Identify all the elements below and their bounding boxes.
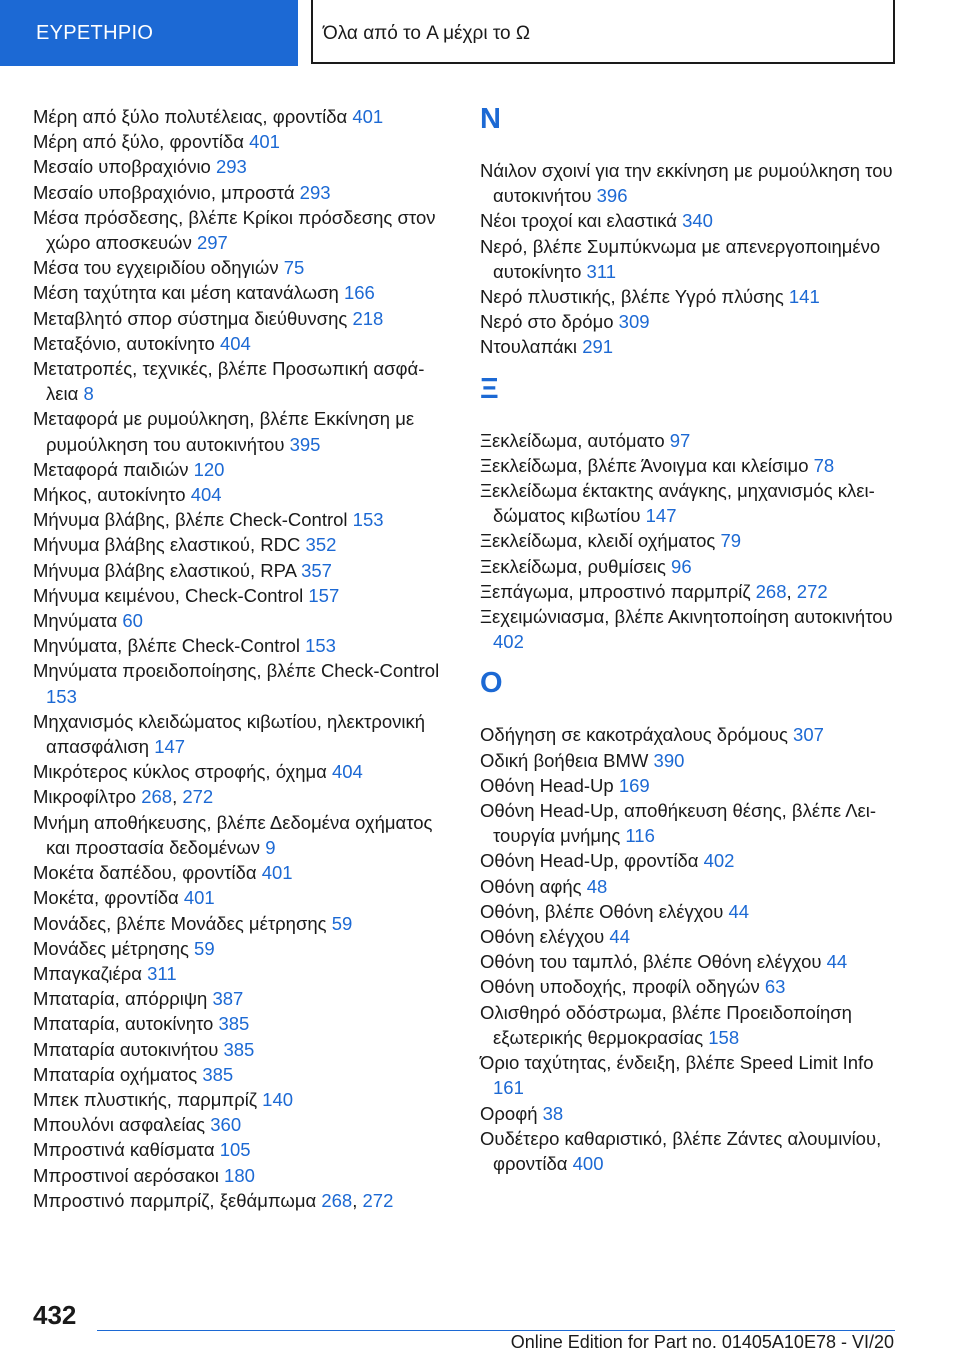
index-entry-text: Οθόνη Head-Up, φροντίδα <box>480 850 704 872</box>
index-entry <box>33 784 443 809</box>
page-link[interactable]: 161 <box>493 1077 524 1099</box>
page-link[interactable]: 400 <box>572 1152 604 1174</box>
index-entry <box>480 1000 900 1050</box>
index-entry-text: Μεσαίο υποβραχιόνιο, μπροστά <box>33 181 300 203</box>
page-link[interactable]: 385 <box>223 1038 255 1060</box>
page-link[interactable]: 147 <box>154 736 186 758</box>
page-link[interactable]: 180 <box>224 1164 255 1186</box>
index-entry <box>480 554 900 579</box>
page-link[interactable]: 311 <box>147 962 177 984</box>
index-entry <box>33 482 443 507</box>
section-letter: N <box>480 103 501 135</box>
index-entry-text: Οθόνη υποδοχής, προφίλ οδηγών <box>480 976 765 998</box>
index-entry-text: Οθόνη Head-Up <box>480 774 619 796</box>
index-entry <box>480 428 900 453</box>
index-entry-text: Μπροστινοί αερόσακοι <box>33 1164 225 1186</box>
index-entry-text: Μεσαίο υποβραχιόνιο <box>33 156 216 178</box>
page-link[interactable]: 63 <box>764 976 786 998</box>
page-link[interactable]: 59 <box>331 912 353 934</box>
page-link[interactable]: 309 <box>618 311 650 333</box>
index-entry <box>33 961 443 986</box>
page-link[interactable]: 396 <box>596 185 628 207</box>
index-entry <box>480 234 900 284</box>
index-entry-text: Μπροστινά καθίσματα <box>33 1139 220 1161</box>
index-entry <box>480 579 900 604</box>
index-entry-text: Ξεκλείδωμα, κλειδί οχήματος <box>480 530 721 552</box>
page-link[interactable]: 153 <box>46 685 77 707</box>
index-entry <box>480 874 900 899</box>
section-letter: Ξ <box>480 372 499 405</box>
page-link[interactable]: 141 <box>788 286 820 308</box>
index-entry-text: Μηνύματα, βλέπε Check-Control <box>33 635 306 657</box>
page-link[interactable]: 120 <box>193 458 225 480</box>
index-entry <box>33 457 443 482</box>
index-entry-text: Μήνυμα βλάβης, βλέπε Check-Control <box>33 509 353 531</box>
page-link[interactable]: 153 <box>305 635 336 657</box>
index-entry <box>33 104 443 129</box>
index-entry-text: Νερό στο δρόμο <box>480 311 619 333</box>
page-link[interactable]: 147 <box>645 505 677 527</box>
index-entry-text: Ξεχειμώνιασμα, βλέπε Ακινητοποίηση αυτοκινήτου <box>480 606 893 628</box>
page-link[interactable]: 385 <box>218 1013 250 1035</box>
index-entry <box>33 936 443 961</box>
index-entry <box>480 899 900 924</box>
page-link[interactable]: 38 <box>542 1102 564 1124</box>
index-entry <box>33 633 443 658</box>
index-entry <box>480 722 900 747</box>
index-entry-text: Μπαγκαζιέρα <box>33 962 148 984</box>
page-separator: , <box>352 1189 363 1211</box>
page-link[interactable]: 402 <box>493 631 524 653</box>
index-entry-text: Μεταφορά με ρυμούλκηση, βλέπε Εκκίνηση με ρυμούλκηση του αυτοκινήτου <box>33 408 415 455</box>
index-entry-text: Νερό, βλέπε Συμπύκνωμα με απενεργοποιημένο αυτοκίνητο <box>480 235 881 282</box>
page-link[interactable]: 293 <box>215 156 247 178</box>
index-entry-text: Οροφή <box>480 1102 543 1124</box>
index-entry <box>33 759 443 784</box>
page-link[interactable]: 48 <box>586 875 608 897</box>
index-entry <box>480 1101 900 1126</box>
index-entry-text: Οδήγηση σε κακοτράχαλους δρόμους <box>480 724 794 746</box>
index-entry-text: Μπροστινό παρμπρίζ, ξεθάμπωμα <box>33 1189 322 1211</box>
page-link[interactable]: 404 <box>331 761 363 783</box>
index-entry <box>33 356 443 406</box>
page-link[interactable]: 60 <box>122 610 143 632</box>
index-entry <box>33 986 443 1011</box>
index-entry <box>33 911 443 936</box>
index-entry <box>480 924 900 949</box>
page-link[interactable]: 357 <box>301 559 332 581</box>
index-entry-text: Μέση ταχύτητα και μέση κατανάλωση <box>33 282 344 304</box>
index-entry <box>33 255 443 280</box>
page-number: 432 <box>33 1300 77 1330</box>
index-entry-text: Ουδέτερο καθαριστικό, βλέπε Ζάντες αλουμινίου, φροντίδα <box>480 1127 882 1174</box>
index-entry <box>480 798 900 848</box>
index-entry <box>33 306 443 331</box>
footer-divider <box>97 1330 895 1331</box>
index-entry-text: Μήκος, αυτοκίνητο <box>33 484 191 506</box>
page-link[interactable]: 272 <box>796 580 828 602</box>
index-entry <box>480 1050 900 1100</box>
index-entry-text: Ξεπάγωμα, μπροστινό παρμπρίζ <box>480 580 756 602</box>
index-entry-text: Νέοι τροχοί και ελαστικά <box>480 210 683 232</box>
page-link[interactable]: 297 <box>196 232 228 254</box>
index-entry-text: Όριο ταχύτητας, ένδειξη, βλέπε Speed Limit Info <box>480 1052 874 1074</box>
index-entry-text: Ξεκλείδωμα, βλέπε Άνοιγμα και κλείσιμο <box>480 454 814 476</box>
index-entry-text: Μπαταρία, απόρριψη <box>33 988 213 1010</box>
page-link[interactable]: 166 <box>343 282 375 304</box>
page-link[interactable]: 75 <box>283 257 305 279</box>
index-entry <box>33 1137 443 1162</box>
page-link[interactable]: 401 <box>352 106 384 127</box>
index-entry-text: Ολισθηρό οδόστρωμα, βλέπε Προειδοποίηση εξωτερικής θερμοκρασίας <box>480 1001 852 1048</box>
index-entry <box>480 158 900 208</box>
page-link[interactable]: 140 <box>262 1088 294 1110</box>
index-entry <box>480 208 900 233</box>
tab-index[interactable]: ΕΥΡΕΤΗΡΙΟ <box>0 0 298 66</box>
index-entry-text: Μπαταρία οχήματος <box>33 1063 203 1085</box>
section-letter: O <box>480 667 503 700</box>
index-entry-text: Μονάδες, βλέπε Μονάδες μέτρησης <box>33 912 332 934</box>
index-entry <box>33 1062 443 1087</box>
page-link[interactable]: 97 <box>669 429 691 451</box>
page-link[interactable]: 59 <box>194 937 215 959</box>
index-entry <box>33 885 443 910</box>
index-entry <box>480 773 900 798</box>
index-entry-text: Μετατροπές, τεχνικές, βλέπε Προσωπική ασφάλεια <box>33 358 425 405</box>
index-entry-text: Μήνυμα κειμένου, Check-Control <box>33 584 309 606</box>
page-link[interactable]: 116 <box>625 825 655 847</box>
page-link[interactable]: 311 <box>586 260 617 282</box>
index-entry-text: Μήνυμα βλάβης ελαστικού, RPA <box>33 559 302 581</box>
index-column-right <box>480 104 900 1176</box>
page-link[interactable]: 402 <box>703 850 735 872</box>
index-entry <box>33 406 443 456</box>
index-entry-text: Νάιλον σχοινί για την εκκίνηση με ρυμούλκηση του αυτοκινήτου <box>480 160 893 207</box>
page-link[interactable]: 8 <box>83 383 94 405</box>
index-column-left <box>33 104 443 1213</box>
page-link[interactable]: 96 <box>671 555 692 577</box>
index-entry-text: Μπαταρία, αυτοκίνητο <box>33 1013 219 1035</box>
index-entry <box>33 180 443 205</box>
index-entry-text: Ντουλαπάκι <box>480 336 583 358</box>
index-entry <box>480 604 900 654</box>
index-entry-text: Μικρότερος κύκλος στροφής, όχημα <box>33 761 332 783</box>
index-entry-text: Μπουλόνι ασφαλείας <box>33 1114 211 1136</box>
index-entry <box>33 583 443 608</box>
index-entry-text: Οθόνη Head-Up, αποθήκευση θέσης, βλέπε Λειτουργία μνήμης <box>480 800 877 847</box>
index-entry-text: Μοκέτα δαπέδου, φροντίδα <box>33 862 262 884</box>
index-entry <box>33 1112 443 1137</box>
page-link[interactable]: 395 <box>289 433 321 455</box>
index-entry <box>33 532 443 557</box>
index-entry <box>33 1011 443 1036</box>
page-link[interactable]: 158 <box>708 1026 740 1048</box>
page-link[interactable]: 79 <box>720 530 742 552</box>
index-entry <box>480 334 900 359</box>
index-entry <box>480 309 900 334</box>
index-entry <box>480 974 900 999</box>
page-separator: , <box>172 786 183 808</box>
tab-title[interactable]: Όλα από το A μέχρι το Ω <box>311 0 895 64</box>
page-link[interactable]: 268 <box>321 1189 353 1211</box>
index-entry <box>480 748 900 773</box>
index-entry <box>33 709 443 759</box>
index-entry-text: Μονάδες μέτρησης <box>33 937 195 959</box>
index-entry-text: Μέσα του εγχειριδίου οδηγιών <box>33 257 284 279</box>
index-entry <box>33 154 443 179</box>
index-entry <box>480 1126 900 1176</box>
index-entry-text: Μηνύματα προειδοποίησης, βλέπε Check-Control <box>33 660 440 682</box>
index-entry <box>33 205 443 255</box>
page-link[interactable]: 153 <box>352 509 384 531</box>
footer-edition: Online Edition for Part no. 01405A10E78 - VI/20 <box>510 1332 894 1352</box>
page-link[interactable]: 44 <box>826 951 848 973</box>
index-entry <box>33 658 443 708</box>
page-link[interactable]: 169 <box>618 774 650 796</box>
page-link[interactable]: 272 <box>362 1189 394 1211</box>
page-link[interactable]: 401 <box>183 887 215 909</box>
page-link[interactable]: 272 <box>182 786 214 808</box>
page-link[interactable]: 218 <box>352 307 384 329</box>
index-entry-text: Ξεκλείδωμα, ρυθμίσεις <box>480 555 672 577</box>
index-entry <box>33 860 443 885</box>
index-entry <box>480 478 900 528</box>
page-link[interactable]: 401 <box>261 862 293 884</box>
page-link[interactable]: 360 <box>210 1114 242 1136</box>
page-link[interactable]: 307 <box>793 724 824 746</box>
index-entry-text: Ξεκλείδωμα, αυτόματο <box>480 429 670 451</box>
page-link[interactable]: 9 <box>265 836 276 858</box>
index-entry <box>480 949 900 974</box>
index-entry <box>480 453 900 478</box>
index-entry <box>33 507 443 532</box>
index-entry-text: Οδική βοήθεια BMW <box>480 749 654 771</box>
page-link[interactable]: 385 <box>202 1063 234 1085</box>
index-entry-text: Μεταξόνιο, αυτοκίνητο <box>33 332 220 354</box>
index-entry <box>480 284 900 309</box>
page-link[interactable]: 390 <box>653 749 685 771</box>
page-link[interactable]: 105 <box>219 1139 251 1161</box>
index-entry-text: Μήνυμα βλάβης ελαστικού, RDC <box>33 534 306 556</box>
index-entry <box>480 528 900 553</box>
page-link[interactable]: 352 <box>305 534 337 556</box>
page-link[interactable]: 293 <box>299 181 331 203</box>
index-entry-text: Νερό πλυστικής, βλέπε Υγρό πλύσης <box>480 286 789 308</box>
page-link[interactable]: 157 <box>308 584 340 606</box>
index-entry-text: Μέρη από ξύλο πολυτέλειας, φροντίδα <box>33 106 353 127</box>
page-link[interactable]: 291 <box>582 336 614 358</box>
page-link[interactable]: 44 <box>728 900 750 922</box>
index-entry-text: Οθόνη, βλέπε Οθόνη ελέγχου <box>480 900 729 922</box>
page-separator: , <box>786 580 797 602</box>
header <box>0 0 960 66</box>
page-link[interactable]: 340 <box>682 210 713 232</box>
index-entry-text: Μέσα πρόσδεσης, βλέπε Κρίκοι πρόσδεσης στον χώρο αποσκευών <box>33 206 436 254</box>
index-entry <box>33 1163 443 1188</box>
page-link[interactable]: 401 <box>249 131 280 153</box>
index-entry <box>33 280 443 305</box>
index-entry-text: Μνήμη αποθήκευσης, βλέπε Δεδομένα οχήματος και προστασία δεδομένων <box>33 811 433 858</box>
index-entry-text: Μοκέτα, φροντίδα <box>33 887 184 909</box>
index-entry <box>33 331 443 356</box>
page-link[interactable]: 404 <box>219 332 251 354</box>
index-entry-text: Μέρη από ξύλο, φροντίδα <box>33 131 250 153</box>
page-link[interactable]: 387 <box>212 988 244 1010</box>
index-entry-text: Μπαταρία αυτοκινήτου <box>33 1038 224 1060</box>
index-entry <box>33 1188 443 1213</box>
index-entry <box>33 558 443 583</box>
index-entry <box>33 1087 443 1112</box>
index-entry-text: Μηχανισμός κλειδώματος κιβωτίου, ηλεκτρονική απασφάλιση <box>33 710 426 758</box>
page-link[interactable]: 78 <box>813 454 835 476</box>
index-entry <box>33 810 443 860</box>
index-entry-text: Οθόνη του ταμπλό, βλέπε Οθόνη ελέγχου <box>480 951 827 973</box>
index-entry-text: Ξεκλείδωμα έκτακτης ανάγκης, μηχανισμός κλειδώματος κιβωτίου <box>480 480 875 527</box>
page-link[interactable]: 268 <box>141 786 173 808</box>
page-link[interactable]: 44 <box>609 926 630 948</box>
index-entry <box>33 1037 443 1062</box>
index-entry-text: Οθόνη ελέγχου <box>480 926 610 948</box>
index-entry-text: Μεταβλητό σπορ σύστημα διεύθυνσης <box>33 307 353 329</box>
page-link[interactable]: 404 <box>190 484 222 506</box>
index-entry-text: Μεταφορά παιδιών <box>33 458 194 480</box>
index-entry <box>480 848 900 873</box>
index-entry-text: Οθόνη αφής <box>480 875 587 897</box>
page-link[interactable]: 268 <box>755 580 787 602</box>
index-entry-text: Μηνύματα <box>33 610 123 632</box>
index-entry-text: Μικροφίλτρο <box>33 786 142 808</box>
index-entry-text: Μπεκ πλυστικής, παρμπρίζ <box>33 1088 263 1110</box>
index-entry <box>33 129 443 154</box>
index-entry <box>33 608 443 633</box>
